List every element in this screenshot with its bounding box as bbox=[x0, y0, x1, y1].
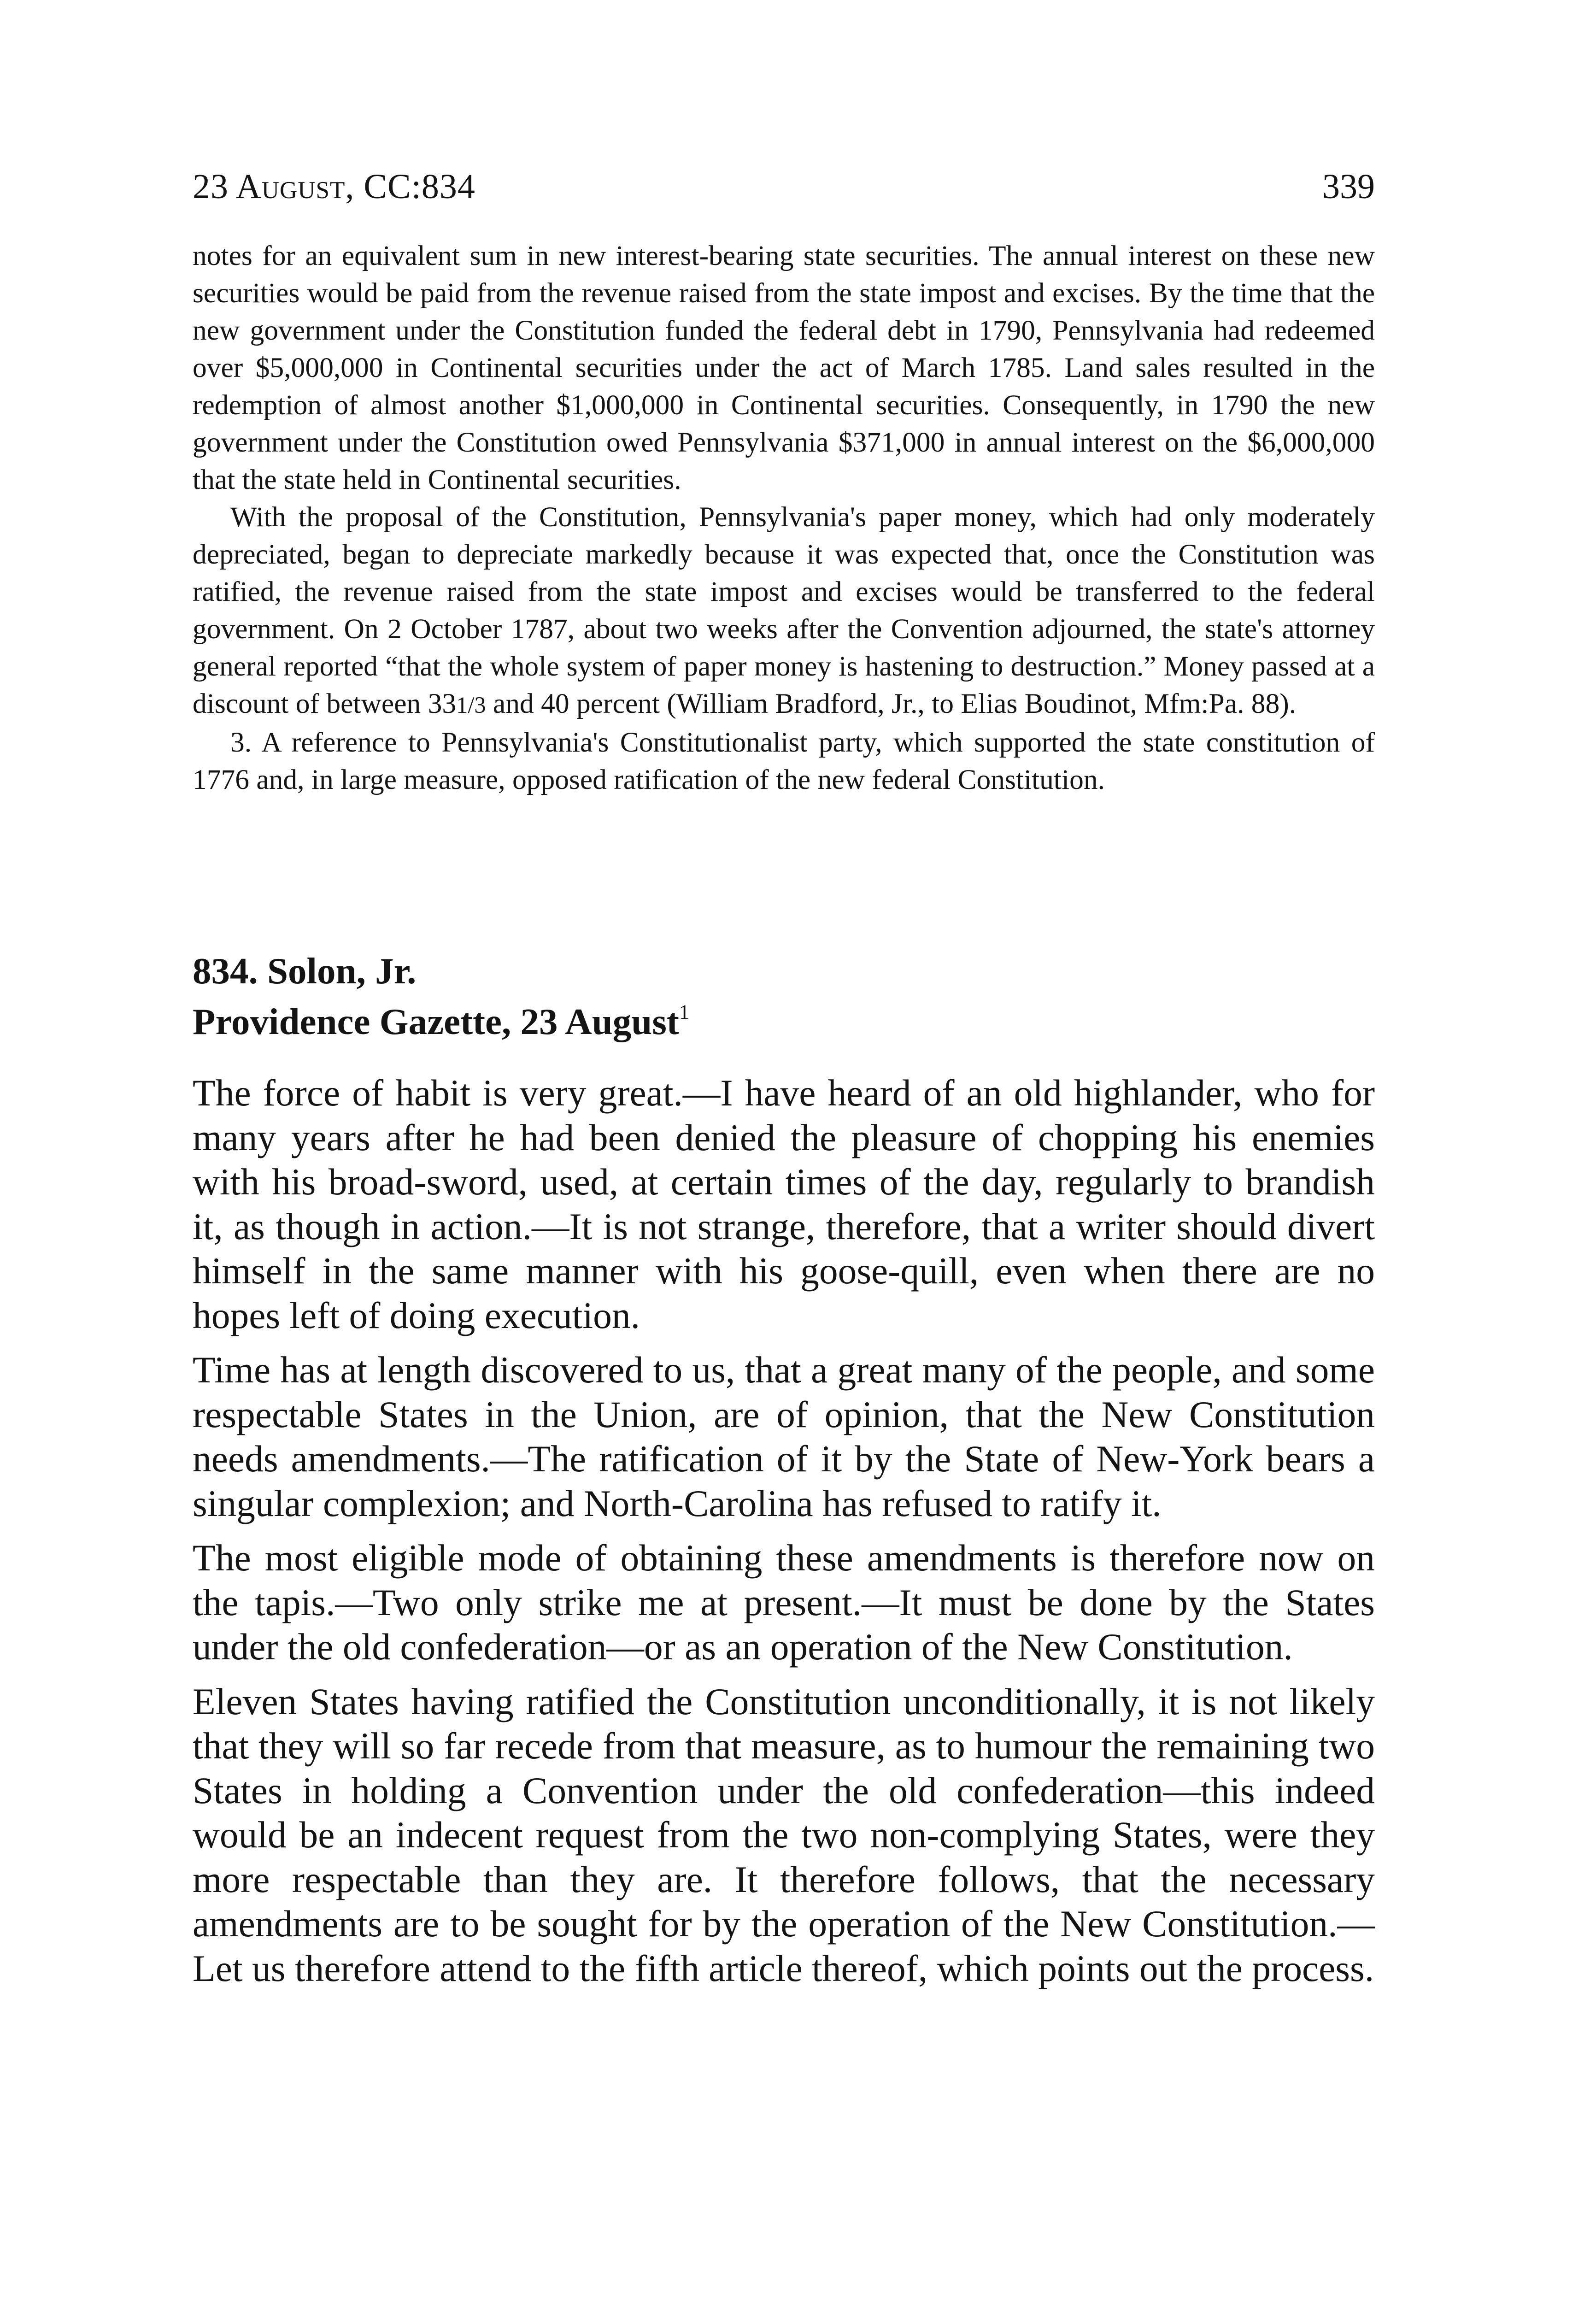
page-number: 339 bbox=[1322, 167, 1375, 206]
running-head-title: 23 August, CC:834 bbox=[193, 167, 475, 206]
endnotes bbox=[193, 237, 1375, 799]
note-fraction: 1/3 bbox=[456, 692, 486, 718]
body-paragraph: The most eligible mode of obtaining these amendments is therefore now on the tapis.—Two only strike me at present.—It must be done by the States under the old confederation—or as an operation of the New Constitution. bbox=[193, 1537, 1375, 1668]
note-continuation: notes for an equivalent sum in new interest-bearing state securities. The annual interest on these new securities would be paid from the revenue raised from the state impost and excises. By the time that the new government under the Constitution funded the federal debt in 1790, Pennsylvania had redeemed over $5,000,000 in Continental securities under the act of March 1785. Land sales resulted in the redemption of almost another $1,000,000 in Continental securities. Consequently, in 1790 the new government under the Constitution owed Pennsylvania $371,000 in annual interest on the $6,000,000 that the state held in Continental securities. bbox=[193, 240, 1375, 495]
note-3: 3. A reference to Pennsylvania's Constitutionalist party, which supported the state constitution of 1776 and, in large measure, opposed ratification of the new federal Constitution. bbox=[193, 727, 1375, 795]
document-source: Providence Gazette, 23 August bbox=[193, 1001, 679, 1042]
body-paragraph: The force of habit is very great.—I have heard of an old highlander, who for many years after he had been denied the pleasure of chopping his enemies with his broad-sword, used, at certain times of the day, regularly to brandish it, as though in action.—It is not strange, therefore, that a writer should divert himself in the same manner with his goose-quill, even when there are no hopes left of doing execution. bbox=[193, 1072, 1375, 1336]
document-body bbox=[193, 1071, 1375, 2001]
body-paragraph: Eleven States having ratified the Constitution unconditionally, it is not likely that they will so far recede from that measure, as to humour the remaining two States in holding a Convention under the old confederation—this indeed would be an indecent request from the two non-complying States, were they more respectable than they are. It therefore follows, that the necessary amendments are to be sought for by the operation of the New Constitution.—Let us therefore attend to the fifth article thereof, which points out the process. bbox=[193, 1680, 1375, 1989]
document-title: 834. Solon, Jr. bbox=[193, 950, 417, 992]
note-text-before: With the proposal of the Constitution, Pennsylvania's paper money, which had only moderately depreciated, began to depreciate markedly because it was expected that, once the Constitution was ratified, the revenue raised from the state impost and excises would be transferred to the federal government. On 2 October 1787, about two weeks after the Convention adjourned, the state's attorney general reported “that the whole system of paper money is hastening to destruction.” Money passed at a discount of between 33 bbox=[193, 501, 1375, 719]
body-paragraph: Time has at length discovered to us, that a great many of the people, and some respectable States in the Union, are of opinion, that the New Constitution needs amendments.—The ratification of it by the State of New-York bears a singular complexion; and North-Carolina has refused to ratify it. bbox=[193, 1349, 1375, 1524]
note-paragraph bbox=[193, 499, 1375, 724]
document-heading bbox=[193, 946, 1375, 1047]
running-head bbox=[193, 161, 1375, 212]
document-source-line bbox=[193, 996, 1375, 1047]
footnote-reference: 1 bbox=[679, 1000, 690, 1023]
note-text-after: and 40 percent (William Bradford, Jr., to Elias Boudinot, Mfm:Pa. 88). bbox=[486, 688, 1297, 719]
